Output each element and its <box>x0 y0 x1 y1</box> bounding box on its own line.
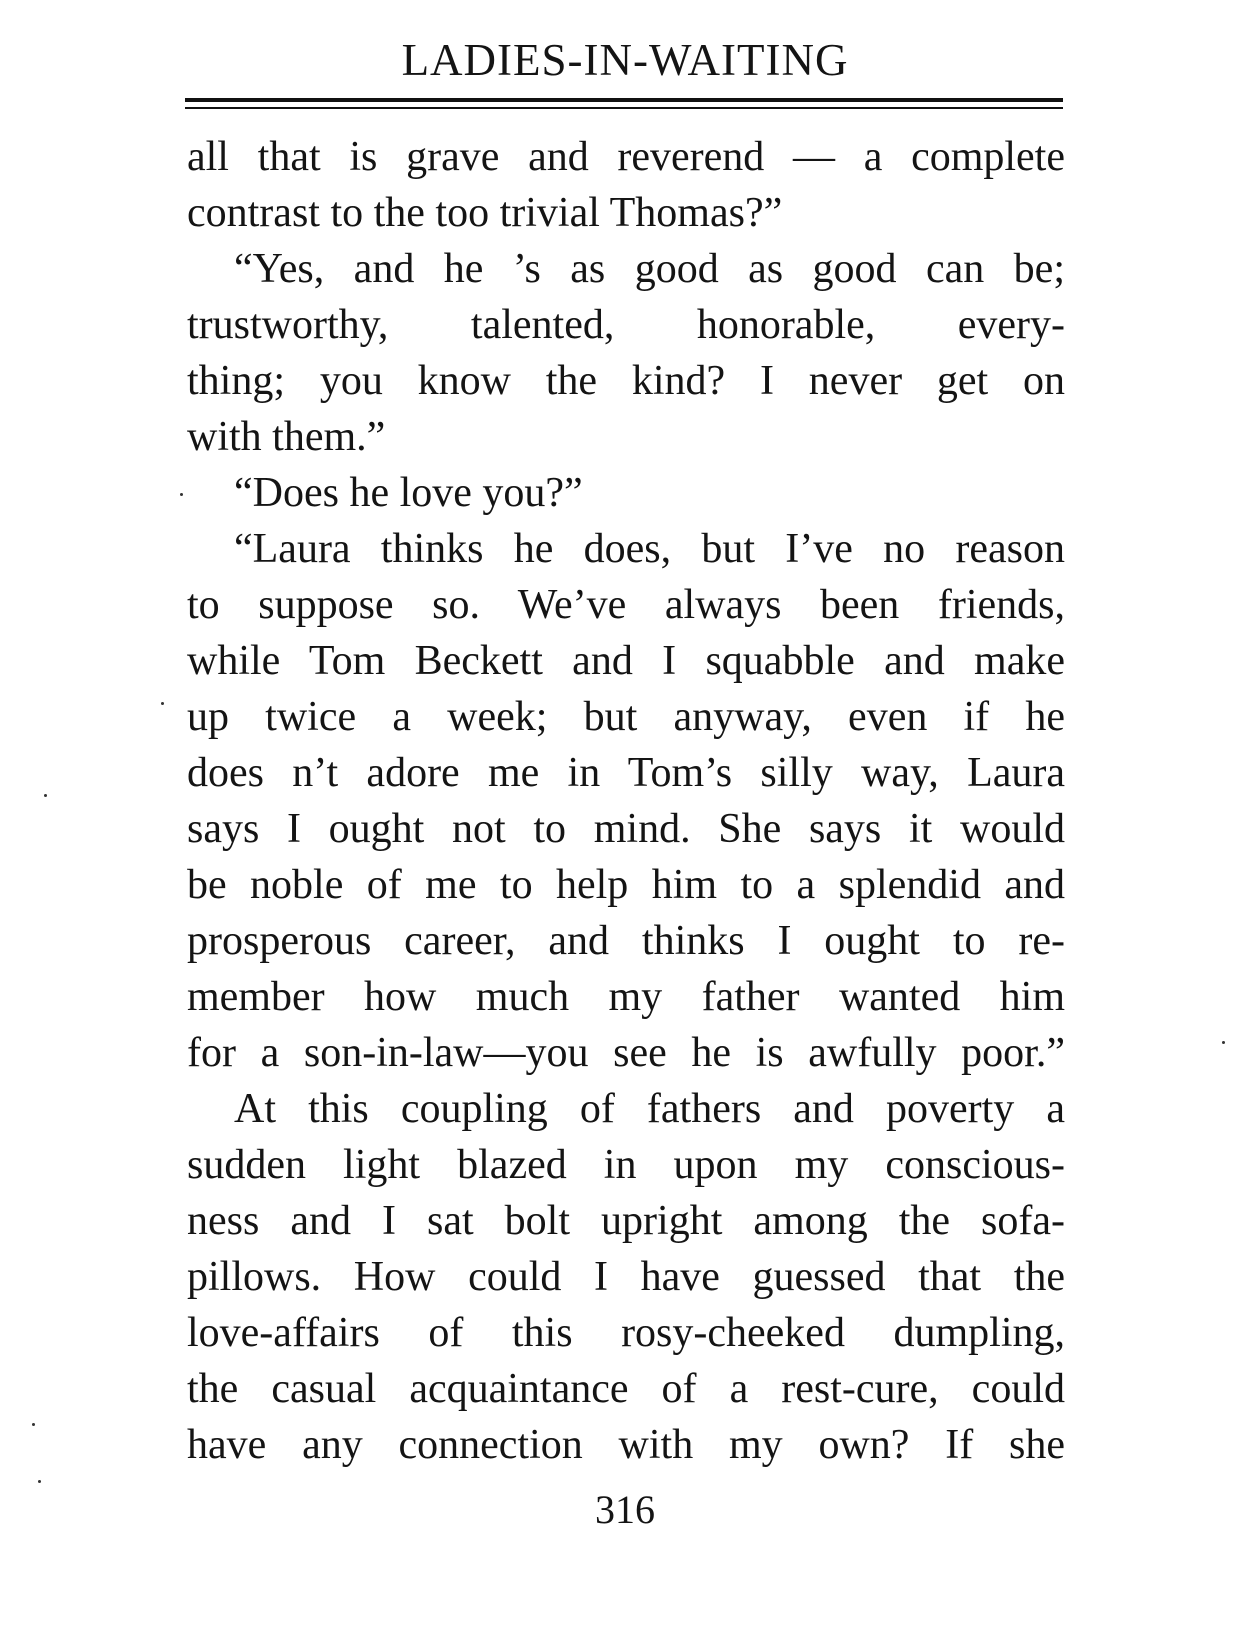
text-line-20: ness and I sat bolt upright among the sofa- <box>187 1198 1065 1244</box>
text-line-18: At this coupling of fathers and poverty a <box>234 1086 1065 1132</box>
text-line-23: the casual acquaintance of a rest-cure, could <box>187 1366 1065 1412</box>
text-line-3: “Yes, and he ’s as good as good can be; <box>234 246 1065 292</box>
page-number: 316 <box>595 1487 655 1532</box>
text-line-8: “Laura thinks he does, but I’ve no reason <box>234 526 1065 572</box>
text-line-2: contrast to the too trivial Thomas?” <box>187 190 783 236</box>
text-line-10: while Tom Beckett and I squabble and make <box>187 638 1065 684</box>
print-speck <box>32 1423 35 1426</box>
header-rule-thin <box>185 107 1063 109</box>
text-line-16: member how much my father wanted him <box>187 974 1065 1020</box>
text-line-12: does n’t adore me in Tom’s silly way, Laura <box>187 750 1065 796</box>
text-line-1: all that is grave and reverend — a complete <box>187 134 1065 180</box>
print-speck <box>180 493 183 496</box>
text-line-11: up twice a week; but anyway, even if he <box>187 694 1065 740</box>
header-rule-thick <box>185 98 1063 102</box>
text-line-7: “Does he love you?” <box>234 470 583 516</box>
text-line-22: love-affairs of this rosy-cheeked dumpling, <box>187 1310 1065 1356</box>
print-speck <box>44 794 47 797</box>
print-speck <box>161 702 164 705</box>
text-line-6: with them.” <box>187 414 386 460</box>
text-line-24: have any connection with my own? If she <box>187 1422 1065 1468</box>
text-line-14: be noble of me to help him to a splendid and <box>187 862 1065 908</box>
text-line-9: to suppose so. We’ve always been friends, <box>187 582 1065 628</box>
text-body <box>187 129 1065 1473</box>
text-line-4: trustworthy, talented, honorable, every- <box>187 302 1065 348</box>
print-speck <box>1222 1041 1225 1044</box>
text-line-15: prosperous career, and thinks I ought to re- <box>187 918 1065 964</box>
text-line-5: thing; you know the kind? I never get on <box>187 358 1065 404</box>
text-line-21: pillows. How could I have guessed that the <box>187 1254 1065 1300</box>
print-speck <box>38 1480 41 1483</box>
text-line-17: for a son-in-law—you see he is awfully poor.” <box>187 1030 1065 1076</box>
text-line-13: says I ought not to mind. She says it would <box>187 806 1065 852</box>
running-head: LADIES-IN-WAITING <box>401 35 849 85</box>
text-line-19: sudden light blazed in upon my conscious- <box>187 1142 1065 1188</box>
